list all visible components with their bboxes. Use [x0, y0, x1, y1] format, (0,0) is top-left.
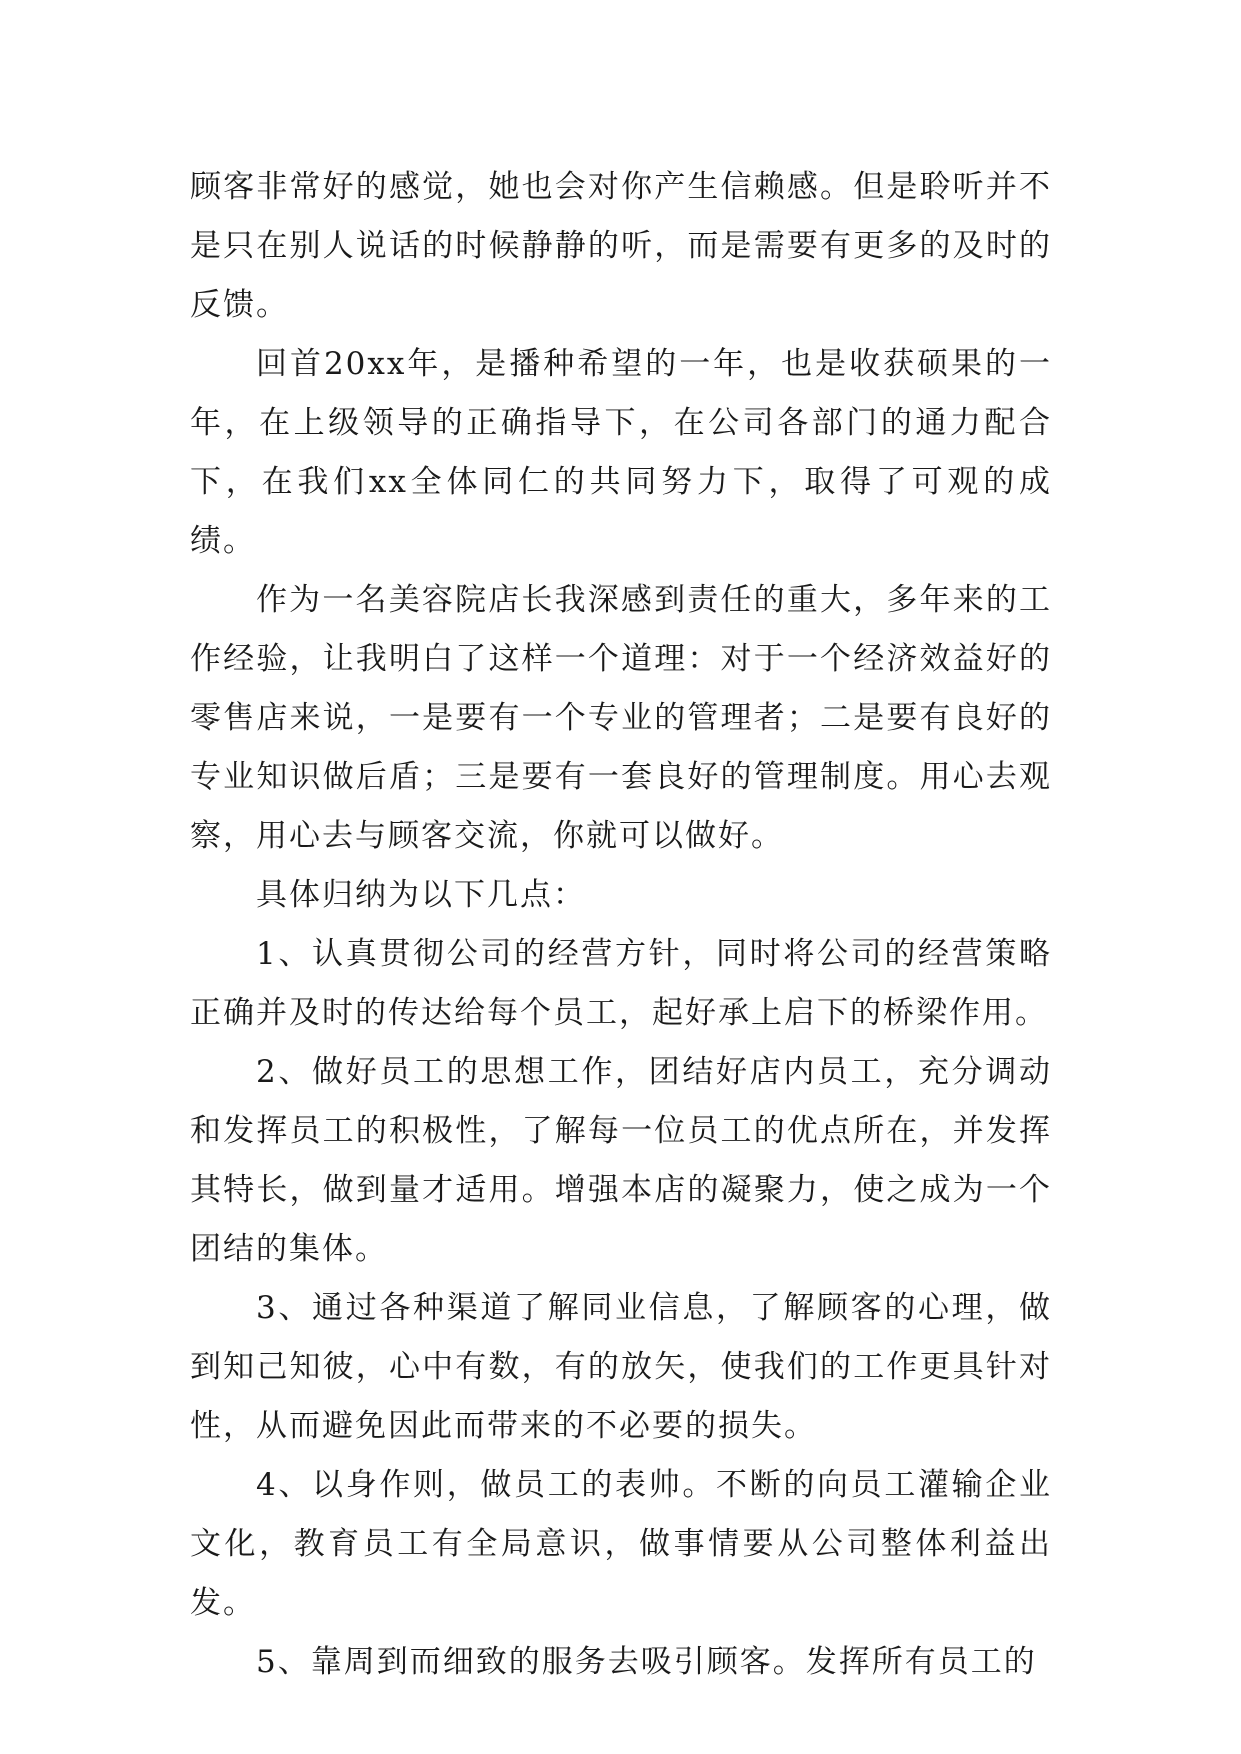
paragraph-3: 作为一名美容院店长我深感到责任的重大，多年来的工作经验，让我明白了这样一个道理：对于一个经济效益好的零售店来说，一是要有一个专业的管理者；二是要有良好的专业知识做后盾；三是要有一套良好的管理制度。用心去观察，用心去与顾客交流，你就可以做好。: [190, 582, 1052, 854]
paragraph-2: 回首20xx年，是播种希望的一年，也是收获硕果的一年，在上级领导的正确指导下，在公司各部门的通力配合下，在我们xx全体同仁的共同努力下，取得了可观的成绩。: [190, 346, 1052, 559]
list-item-2: 2、做好员工的思想工作，团结好店内员工，充分调动和发挥员工的积极性，了解每一位员工的优点所在，并发挥其特长，做到量才适用。增强本店的凝聚力，使之成为一个团结的集体。: [190, 1054, 1052, 1267]
paragraph-1: 顾客非常好的感觉，她也会对你产生信赖感。但是聆听并不是只在别人说话的时候静静的听，而是需要有更多的及时的反馈。: [190, 169, 1052, 323]
list-item-5: 5、靠周到而细致的服务去吸引顾客。发挥所有员工的: [256, 1644, 1037, 1680]
list-item-4: 4、以身作则，做员工的表帅。不断的向员工灌输企业文化，教育员工有全局意识，做事情要从公司整体利益出发。: [190, 1467, 1052, 1621]
document-page: [190, 158, 1052, 1692]
paragraph-4: 具体归纳为以下几点：: [256, 877, 586, 913]
list-item-3: 3、通过各种渠道了解同业信息，了解顾客的心理，做到知己知彼，心中有数，有的放矢，使我们的工作更具针对性，从而避免因此而带来的不必要的损失。: [190, 1290, 1052, 1444]
list-item-1: 1、认真贯彻公司的经营方针，同时将公司的经营策略正确并及时的传达给每个员工，起好承上启下的桥梁作用。: [190, 936, 1052, 1031]
